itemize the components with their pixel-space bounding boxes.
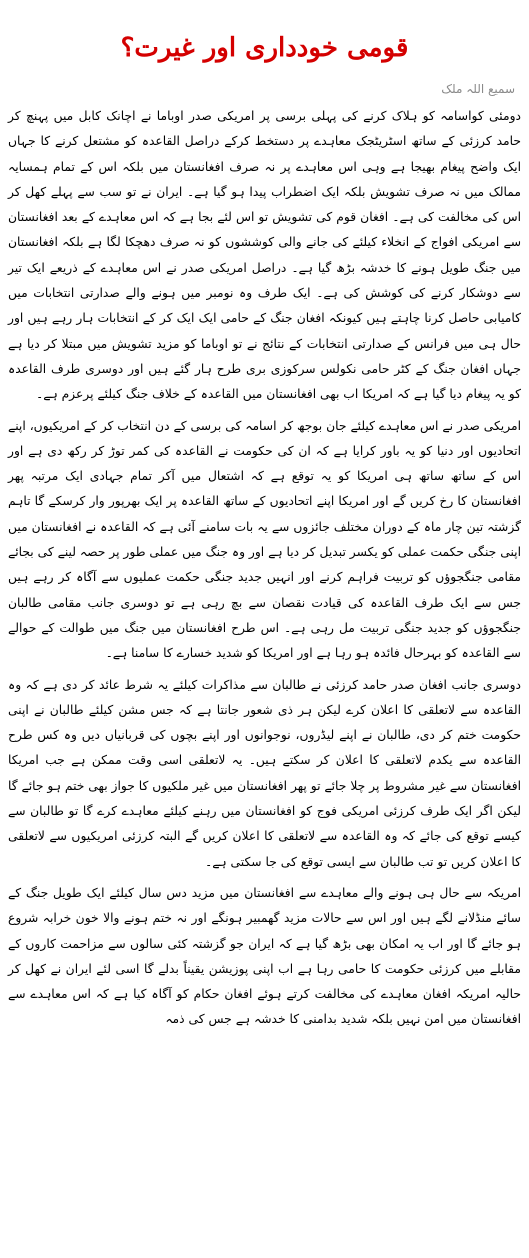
article-body — [8, 104, 521, 1033]
article-paragraph: امریکہ سے حال ہی ہونے والے معاہدے سے افغانستان میں مزید دس سال کیلئے ایک طویل جنگ کے سائے منڈلانے لگے ہیں اور اس سے حالات مزید گھمبیر ہونگے اور نہ ختم ہونے والا خون خرابہ شروع ہو جائے گا اور اب یہ امکان بھی بڑھ گیا ہے کہ ایران جو گزشتہ کئی سالوں سے مزاحمت کاروں کے مقابلے میں کرزئی حکومت کا حامی رہا ہے اب اپنی پوزیشن یقیناً بدلے گا اسی لئے ایران نے کھل کر حالیہ امریکہ افغان معاہدے کی مخالفت کرتے ہوئے افغان حکام کو آگاہ کیا ہے کہ اس معاہدے سے افغانستان میں امن نہیں بلکہ شدید بدامنی کا خدشہ ہے جس کی ذمہ — [8, 885, 521, 1027]
article-title: قومی خودداری اور غیرت؟ — [120, 33, 409, 63]
article-paragraph: امریکی صدر نے اس معاہدے کیلئے جان بوجھ کر اسامہ کی برسی کے دن انتخاب کر کے امریکیوں، اپنے اتحادیوں اور دنیا کو یہ باور کرایا ہے کہ ان کی حکومت نے القاعدہ کی کمر توڑ کر رکھ دی ہے اور اس کے ساتھ ساتھ ہی امریکا کو یہ توقع ہے کہ اشتعال میں آکر تمام جہادی ایک مرتبہ پھر افغانستان کا رخ کریں گے اور امریکا اپنے اتحادیوں کے ساتھ القاعدہ پر ایک بھرپور وار کرسکے گا تاہم گزشتہ تین چار ماہ کے دوران مختلف جائزوں سے یہ بات سامنے آئی ہے کہ القاعدہ نے افغانستان میں اپنی جنگی حکمت عملی کو یکسر تبدیل کر دیا ہے اور وہ جنگ میں عملی طور پر حصہ لینے کی بجائے مقامی جنگجوؤں کو تربیت فراہم کرنے اور انہیں جدید جنگی حکمت عملیوں سے آگاہ کر رہے ہیں جس سے ایک طرف القاعدہ کی قیادت نقصان سے بچ رہی ہے تو دوسری جانب مقامی طالبان جنگجوؤں کو جدید جنگی تربیت مل رہی ہے۔ اس طرح افغانستان میں جنگ میں طوالت کے حوالے سے القاعدہ کو بہرحال فائدہ ہو رہا ہے اور امریکا کو شدید خسارے کا سامنا ہے۔ — [7, 418, 521, 661]
article-paragraph: دومئی کواسامہ کو ہلاک کرنے کی پہلی برسی پر امریکی صدر اوباما نے اچانک کابل میں پہنچ کر حامد کرزئی کے ساتھ اسٹریٹجک معاہدے پر دستخط کرکے دراصل القاعدہ کو مشتعل کرنے کا جہاں ایک واضح پیغام بھیجا ہے وہی اس معاہدے پر نہ صرف افغانستان میں بلکہ اس کے تمام ہمسایہ ممالک میں نہ صرف تشویش بلکہ ایک اضطراب پیدا ہو گیا ہے۔ ایران نے تو سب سے پہلے کھل کر اس کی مخالفت کی ہے۔ افغان قوم کی تشویش تو اس لئے بجا ہے کہ اس معاہدے کے بعد افغانستان سے امریکی افواج کے انخلاء کیلئے کی جانے والی کوششوں کو نہ صرف دھچکا لگا ہے بلکہ افغانستان میں جنگ طویل ہونے کا خدشہ بڑھ گیا ہے۔ دراصل امریکی صدر نے اس معاہدے کے ذریعے ایک تیر سے دوشکار کرنے کی کوشش کی ہے۔ ایک طرف وہ نومبر میں ہونے والے صدارتی انتخابات میں کامیابی حاصل کرنا چاہتے ہیں کیونکہ افغان جنگ کے حامی ایک ایک کر کے انتخابات ہار رہے ہیں اور حال ہی میں فرانس کے صدارتی انتخابات کے نتائج نے تو اوباما کو مزید تشویش میں مبتلا کر دیا ہے جہاں افغان جنگ کے کٹر حامی نکولس سرکوزی بری طرح ہار گئے ہیں اور دوسری طرف القاعدہ کو یہ پیغام دیا گیا ہے کہ امریکا اب بھی افغانستان میں القاعدہ کے خلاف جنگ کیلئے پرعزم ہے۔ — [8, 109, 521, 402]
author-name: سمیع اللہ ملک — [441, 82, 515, 96]
article-paragraph: دوسری جانب افغان صدر حامد کرزئی نے طالبان سے مذاکرات کیلئے یہ شرط عائد کر دی ہے کہ وہ القاعدہ سے لاتعلقی کا اعلان کرے لیکن ہر ذی شعور جانتا ہے کہ جس مشن کیلئے طالبان نے اپنی حکومت ختم کر دی، طالبان نے اپنے لیڈروں، نوجوانوں اور اپنے بچوں کی قربانیاں دیں وہ کس طرح القاعدہ سے یکدم لاتعلقی کا اعلان کر سکتے ہیں۔ یہ لاتعلقی اسی وقت ممکن ہے جب امریکا افغانستان سے غیر مشروط پر چلا جائے تو پھر افغانستان میں غیر ملکیوں کا جواز بھی ختم ہو جائے گا لیکن اگر ایک طرف کرزئی امریکی فوج کو افغانستان میں رہنے کیلئے معاہدے کرے گا تو طالبان سے کیسے توقع کی جائے کہ وہ القاعدہ سے لاتعلقی کا اعلان کریں گے البتہ کرزئی امریکیوں سے لاتعلقی کا اعلان کریں تو تب طالبان سے ایسی توقع کی جا سکتی ہے۔ — [8, 677, 521, 869]
